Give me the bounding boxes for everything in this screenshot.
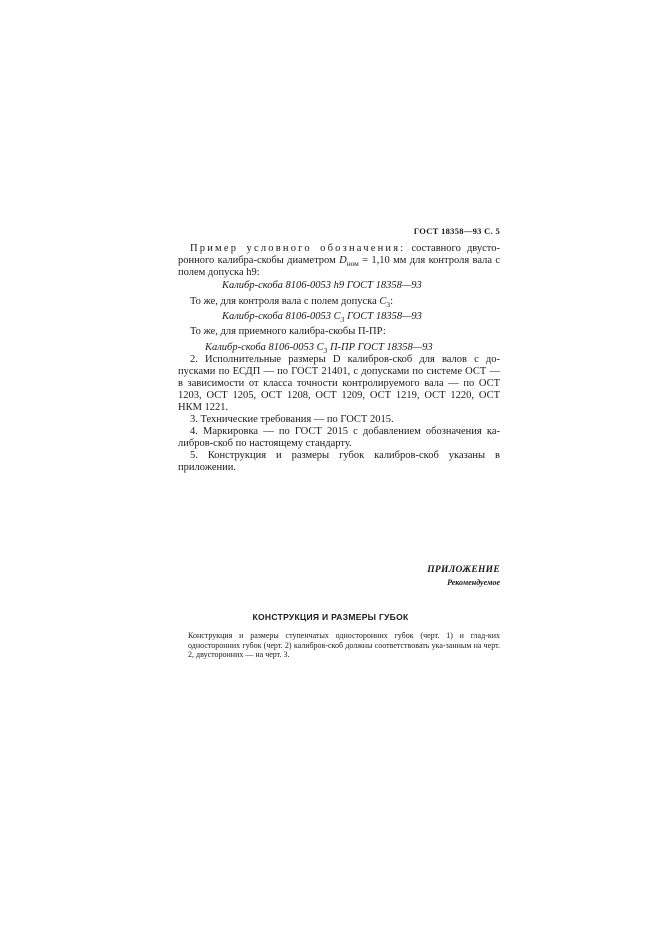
appendix-subtitle: Рекомендуемое [447, 578, 500, 587]
item-3: 3. Технические требования — по ГОСТ 2015. [190, 414, 394, 425]
section-title: КОНСТРУКЦИЯ И РАЗМЕРЫ ГУБОК [252, 612, 409, 622]
item-5: 5. Конструкция и размеры губок калибров-скоб указаны в приложении. [178, 450, 500, 473]
item-2: 2. Исполнительные размеры D калибров-скоб для валов с до-пусками по ЕСДП — по ГОСТ 21401, с допусками по системе ОСТ — в зависимости от класса точности контролируемого вала — по ОСТ 1203, ОСТ 1205, ОСТ 1208, ОСТ 1209, ОСТ 1219, ОСТ 1220, ОСТ НКМ 1221. [178, 354, 500, 413]
same-line-1: То же, для контроля вала с полем допуска $C_3$: [190, 296, 394, 310]
designation-2: Калибр-скоба 8106-0053 $C_3$ ГОСТ 18358—93 [222, 311, 422, 325]
page-header: ГОСТ 18358—93 С. 5 [413, 226, 500, 236]
example-text-before: составного двусто-ронного калибра-скобы диаметром [178, 243, 500, 266]
designation-1: Калибр-скоба 8106-0053 h9 ГОСТ 18358—93 [222, 280, 422, 291]
example-paragraph [178, 243, 500, 279]
d-subscript: ном [346, 259, 359, 269]
designation-3: Калибр-скоба 8106-0053 $C_3$ П-ПР ГОСТ 18358—93 [205, 342, 433, 356]
appendix-heading [427, 565, 500, 587]
example-text-after: = 1,10 мм для контроля вала с полем допуска h9: [178, 255, 500, 278]
example-lead: Пример условного обозначения: [190, 243, 406, 254]
appendix-title: ПРИЛОЖЕНИЕ [427, 565, 500, 575]
same-line-2: То же, для приемного калибра-скобы П-ПР: [190, 326, 386, 337]
numbered-items [178, 354, 500, 474]
item-4: 4. Маркировка — по ГОСТ 2015 с добавлением обозначения ка-либров-скоб по настоящему стандарту. [178, 426, 500, 449]
section-text: Конструкция и размеры ступенчатых односторонних губок (черт. 1) и глад-ких односторонних губок (черт. 2) калибров-скоб должны соответствовать ука-занным на черт. 2, двусторонних — на черт. 3. [188, 631, 500, 659]
d-symbol: D [339, 255, 347, 266]
